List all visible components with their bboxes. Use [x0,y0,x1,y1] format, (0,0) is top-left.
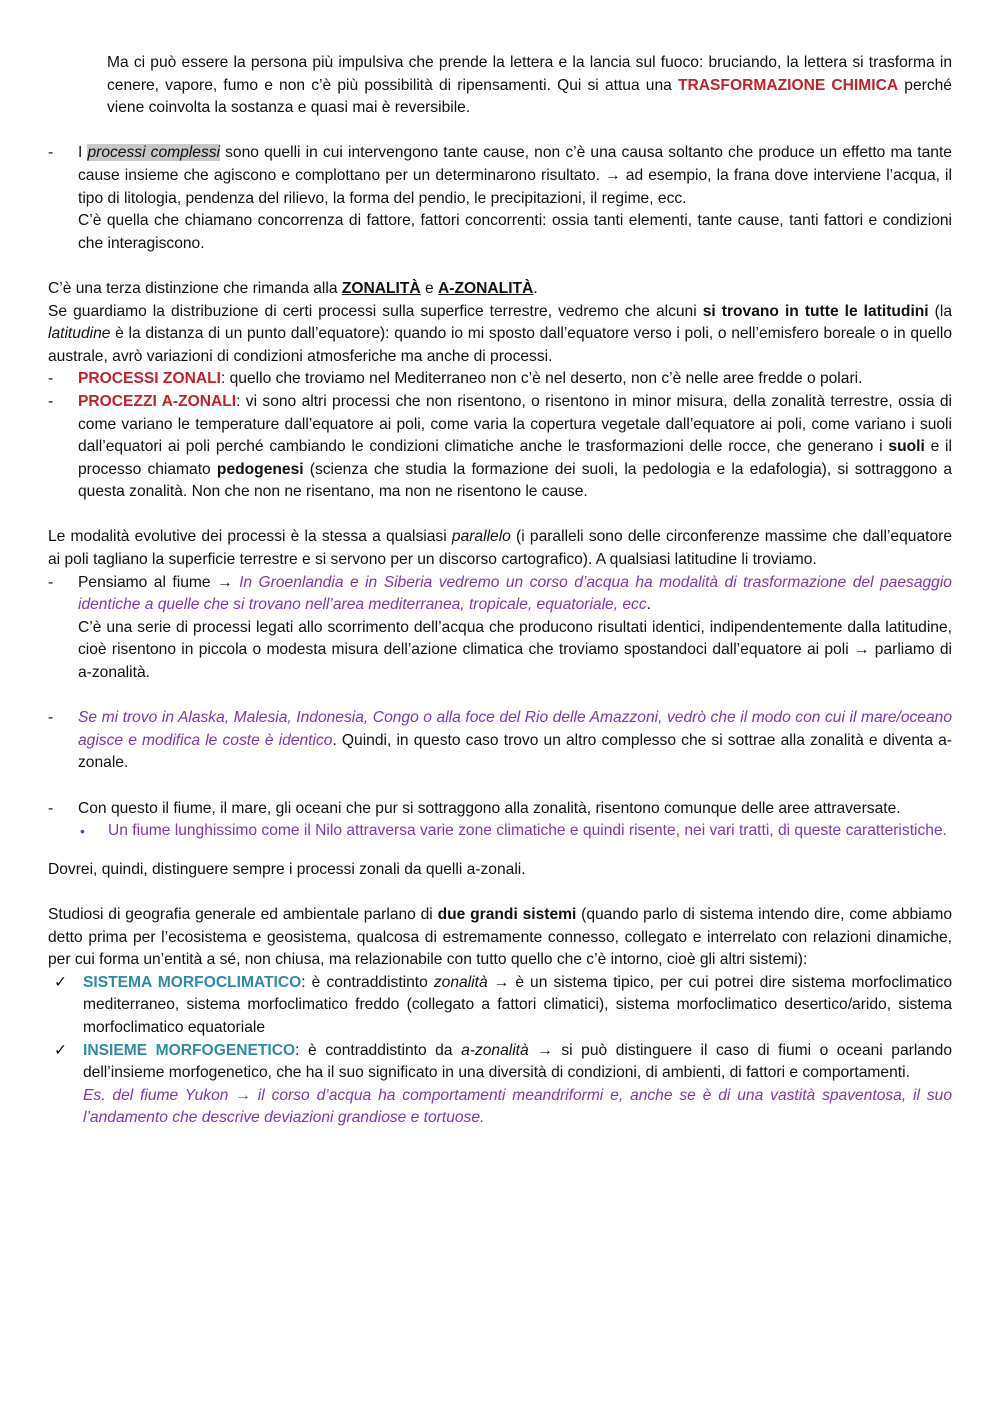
sub-list-item-nile: • Un fiume lunghissimo come il Nilo attraversa varie zone climatiche e quindi risente, nei vari tratti, di queste caratteristiche. [78,820,952,843]
list-item-morphoclimatic-system: ✓ SISTEMA MORFOCLIMATICO: è contraddistinto zonalità → è un sistema tipico, per cui potrei dire sistema morfoclimatico mediterraneo, sistema morfoclimatico freddo (collegato a fattori climatici), sistema morfoclimatico desertico/arido, sistema morfoclimatico equatoriale [54,973,952,1036]
paragraph-distribution: Se guardiamo la distribuzione di certi processi sulla superfice terrestre, vedremo che alcuni si trovano in tutte le latitudini (la latitudine è la distanza di un punto dall’equatore): quando io mi sposto dall’equatore verso i poli, o nell’emisfero boreale o in quello australe, avrò variazioni di condizioni atmosferiche ma anche di processi. [48,302,952,365]
paragraph-distinguish: Dovrei, quindi, distinguere sempre i processi zonali da quelli a-zonali. [48,860,526,878]
checkmark-icon: ✓ [54,973,68,991]
paragraph-third-distinction: C’è una terza distinzione che rimanda alla ZONALITÀ e A-ZONALITÀ. [48,279,538,297]
list-item-zonal-processes: - PROCESSI ZONALI: quello che troviamo nel Mediterraneo non c’è nel deserto, non c’è nelle aree fredde o polari. [48,368,952,391]
term-a-zonalita: A-ZONALITÀ [438,279,534,297]
list-item-coasts: - Se mi trovo in Alaska, Malesia, Indonesia, Congo o alla foce del Rio delle Amazzoni, vedrò che il modo con cui il mare/oceano agisce e modifica le coste è identico. Quindi, in questo caso trovo un altro complesso che si sottrae alla zonalità e diventa a-zonale. [48,709,952,772]
dash-marker: - [48,392,54,410]
bullet-icon: • [80,823,85,840]
checkmark-icon: ✓ [54,1041,68,1059]
yukon-example: Es. del fiume Yukon → il corso d’acqua ha comportamenti meandriformi e, anche se è di una vastità spaventosa, il suo l’andamento che descrive deviazioni grandiose e tortuose. [83,1086,952,1127]
term-chemical-transformation: TRASFORMAZIONE CHIMICA [677,76,899,94]
term-zonalita: ZONALITÀ [341,279,421,297]
list-item-river: - Pensiamo al fiume → In Groenlandia e in Siberia vedremo un corso d’acqua ha modalità di trasformazione del paesaggio identiche a quelle che si trovano nell’area mediterranea, tropicale, equatoriale, ecc. C’è una serie di processi legati allo scorrimento dell’acqua che producono risultati identici, indipendentemente dalla latitudine, cioè risentono in piccola o modesta misura dell’azione climatica che troviamo spostandoci dall’equatore ai poli → parliamo di a-zonalità. [48,573,952,682]
list-item-azonal-processes: - PROCEZZI A-ZONALI: vi sono altri processi che non risentono, o risentono in minor misura, della zonalità terrestre, ossia di come variano le temperature dall’equatore ai poli, come varia la copertura vegetale dall’equatore ai poli, come variano i suoli dall’equatori ai poli perché cambiando le condizioni climatiche anche le trasformazioni delle rocce, che generano i suoli e il processo chiamato pedogenesi (scienza che studia la formazione dei suoli, la pedologia e la edafologia), si sottraggono a questa zonalità. Non che non ne risentano, ma non ne risentono le cause. [48,392,952,501]
dash-marker: - [48,370,54,388]
highlighted-term: processi complessi [87,144,220,162]
paragraph-two-systems: Studiosi di geografia generale ed ambientale parlano di due grandi sistemi (quando parlo di sistema intendo dire, come abbiamo detto prima per l’ecosistema e geosistema, qualcosa di estremamente connesso, collegato e interrelato con relazioni dinamiche, per cui forma un’entità a sé, non chiusa, ma relazionabile con tutto quello che c’è intorno, cioè gli altri sistemi): [48,905,953,969]
dash-marker: - [48,573,54,591]
dash-marker: - [48,144,54,162]
list-item-morphogenetic-set: ✓ INSIEME MORFOGENETICO: è contraddistinto da a-zonalità → si può distinguere il caso di fiumi o oceani parlando dell’insieme morfogenetico, che ha il suo significato in una diversità di condizioni, di ambienti, di fattori e comportamenti. Es. del fiume Yukon → il corso d’acqua ha comportamenti meandriformi e, anche se è di una vastità spaventosa, il suo l’andamento che descrive deviazioni grandiose e tortuose. [48,1040,952,1130]
dash-marker: - [48,709,54,727]
paragraph-parallels: Le modalità evolutive dei processi è la stessa a qualsiasi parallelo (i paralleli sono delle circonferenze massime che dall’equatore ai poli tagliano la superficie terrestre e si servono per un discorso cartografico). A qualsiasi latitudine li troviamo. [48,528,952,569]
list-item-river-sea-oceans: - Con questo il fiume, il mare, gli oceani che pur si sottraggono alla zonalità, risentono comunque delle aree attraversate. [48,798,952,821]
list-item-complex-processes: - I processi complessi sono quelli in cui intervengono tante cause, non c’è una causa soltanto che produce un effetto ma tante cause insieme che agiscono e complottano per un determinarono risultato. → ad esempio, la frana dove interviene l’acqua, il tipo di litologia, pendenza del rilievo, la forma del pendio, le precipitazioni, il regime, ecc. C’è quella che chiamano concorrenza di fattore, fattori concorrenti: ossia tanti elementi, tante cause, tanti fattori e condizioni che interagiscono. [48,144,952,252]
paragraph-chemical-transformation: Ma ci può essere la persona più impulsiva che prende la lettera e la lancia sul fuoco: bruciando, la lettera si trasforma in cenere, vapore, fumo e non c’è più possibilità di ripensamenti. Qui si attua una TRASFORMAZIONE CHIMICA perché viene coinvolta la sostanza e quasi mai è reversibile. [107,54,952,117]
dash-marker: - [48,799,54,817]
